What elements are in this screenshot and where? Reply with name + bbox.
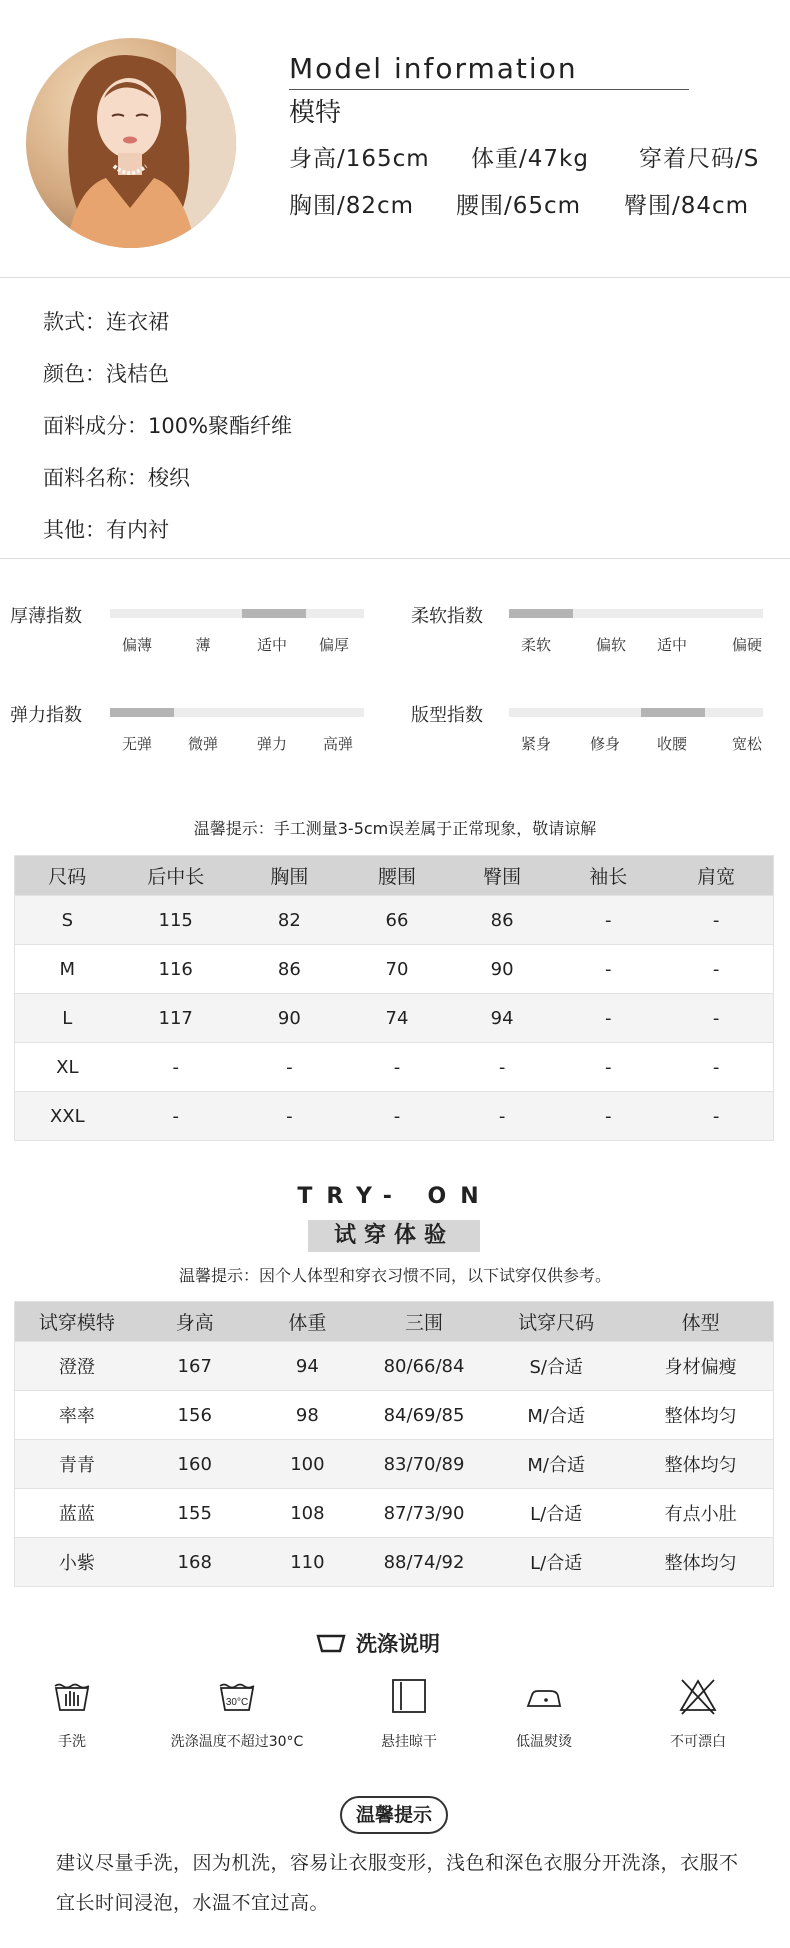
wash-30-symbol: 30°C (225, 1697, 249, 1708)
index-label: 适中 (656, 636, 688, 654)
attr-color: 颜色：浅桔色 (43, 362, 169, 386)
table-header-cell: 试穿模特 (15, 1302, 139, 1342)
table-cell: 身材偏瘦 (628, 1342, 773, 1391)
table-cell: 有点小肚 (628, 1489, 773, 1538)
index-label: 高弹 (322, 735, 354, 753)
table-cell: 100 (251, 1440, 364, 1489)
table-cell: S/合适 (484, 1342, 628, 1391)
size-table-tip: 温馨提示：手工测量3-5cm误差属于正常现象，敬请谅解 (193, 819, 597, 838)
index-level-marker (509, 609, 573, 618)
table-cell: XL (15, 1043, 120, 1092)
table-cell: XXL (15, 1092, 120, 1141)
section-divider (0, 277, 790, 278)
table-row (15, 896, 774, 945)
model-section (0, 0, 790, 276)
table-header-row (15, 1302, 774, 1342)
table-header-cell: 肩宽 (659, 856, 773, 896)
table-row (15, 945, 774, 994)
tryon-title-cn: 试穿体验 (308, 1220, 480, 1252)
table-cell: - (232, 1092, 347, 1141)
table-cell: 117 (120, 994, 232, 1043)
table-cell: 66 (347, 896, 447, 945)
model-subtitle: 模特 (289, 98, 342, 128)
index-track (110, 609, 364, 618)
attr-style: 款式：连衣裙 (43, 310, 169, 334)
index-label: 修身 (589, 735, 621, 753)
index-label: 紧身 (520, 735, 552, 753)
notice-text: 建议尽量手洗，因为机洗，容易让衣服变形，浅色和深色衣服分开洗涤，衣服不宜长时间浸泡，水温不宜过高。 (56, 1852, 739, 1914)
index-label: 偏软 (595, 636, 627, 654)
no-bleach-icon (678, 1676, 718, 1716)
index-title: 柔软指数 (411, 606, 483, 627)
table-cell: 86 (232, 945, 347, 994)
table-cell: 整体均匀 (628, 1538, 773, 1587)
attr-material: 面料成分：100%聚酯纤维 (43, 414, 293, 438)
table-cell: 160 (139, 1440, 251, 1489)
table-cell: L/合适 (484, 1489, 628, 1538)
wash-30-icon (217, 1676, 257, 1716)
table-cell: M (15, 945, 120, 994)
table-cell: 88/74/92 (364, 1538, 484, 1587)
table-cell: - (557, 1043, 659, 1092)
model-title-underline (289, 89, 689, 90)
index-level-marker (242, 609, 306, 618)
table-row (15, 1092, 774, 1141)
model-photo-illustration (26, 38, 236, 248)
table-cell: 蓝蓝 (15, 1489, 139, 1538)
table-header-cell: 体重 (251, 1302, 364, 1342)
index-label: 宽松 (731, 735, 763, 753)
model-hip: 臀围/84cm (624, 193, 750, 219)
table-cell: 86 (447, 896, 557, 945)
table-cell: 94 (251, 1342, 364, 1391)
table-cell: 94 (447, 994, 557, 1043)
attr-other: 其他：有内衬 (43, 518, 169, 542)
table-cell: S (15, 896, 120, 945)
table-cell: - (347, 1043, 447, 1092)
table-cell: 80/66/84 (364, 1342, 484, 1391)
index-label: 薄 (195, 636, 211, 654)
size-table (14, 855, 774, 1141)
table-header-cell: 尺码 (15, 856, 120, 896)
table-cell: 168 (139, 1538, 251, 1587)
table-row (15, 1440, 774, 1489)
table-header-cell: 腰围 (347, 856, 447, 896)
table-header-cell: 臀围 (447, 856, 557, 896)
index-label: 弹力 (256, 735, 288, 753)
table-header-cell: 体型 (628, 1302, 773, 1342)
index-title: 版型指数 (411, 705, 483, 726)
table-header-cell: 袖长 (557, 856, 659, 896)
wash-30-label: 洗涤温度不超过30°C (170, 1734, 304, 1750)
index-level-marker (110, 708, 174, 717)
table-cell: 青青 (15, 1440, 139, 1489)
table-cell: M/合适 (484, 1440, 628, 1489)
model-height: 身高/165cm (289, 146, 430, 172)
table-row (15, 994, 774, 1043)
table-header-cell: 胸围 (232, 856, 347, 896)
table-row (15, 1489, 774, 1538)
table-header-cell: 身高 (139, 1302, 251, 1342)
hand-wash-icon (52, 1676, 92, 1716)
table-cell: 70 (347, 945, 447, 994)
index-label: 无弹 (121, 735, 153, 753)
model-info-title: Model information (289, 52, 578, 85)
notice-title: 温馨提示 (340, 1796, 448, 1834)
table-cell: 整体均匀 (628, 1391, 773, 1440)
table-cell: 155 (139, 1489, 251, 1538)
tryon-table (14, 1301, 774, 1587)
table-cell: - (232, 1043, 347, 1092)
hang-dry-label: 悬挂晾干 (381, 1734, 437, 1750)
index-label: 适中 (256, 636, 288, 654)
index-level-marker (641, 708, 705, 717)
table-cell: 98 (251, 1391, 364, 1440)
table-cell: - (557, 994, 659, 1043)
table-cell: - (347, 1092, 447, 1141)
table-cell: L (15, 994, 120, 1043)
table-cell: - (659, 1043, 773, 1092)
index-track (110, 708, 364, 717)
table-cell: M/合适 (484, 1391, 628, 1440)
table-cell: - (557, 896, 659, 945)
table-cell: 167 (139, 1342, 251, 1391)
index-label: 柔软 (520, 636, 552, 654)
index-label: 微弹 (187, 735, 219, 753)
table-row (15, 1043, 774, 1092)
table-cell: - (557, 945, 659, 994)
table-cell: 澄澄 (15, 1342, 139, 1391)
attr-fabric: 面料名称：梭织 (43, 466, 190, 490)
table-cell: - (447, 1092, 557, 1141)
table-row (15, 1391, 774, 1440)
tryon-tip: 温馨提示：因个人体型和穿衣习惯不同，以下试穿仅供参考。 (178, 1266, 611, 1285)
no-bleach-label: 不可漂白 (670, 1734, 726, 1750)
table-cell: 83/70/89 (364, 1440, 484, 1489)
table-cell: 84/69/85 (364, 1391, 484, 1440)
index-track (509, 708, 763, 717)
table-cell: - (447, 1043, 557, 1092)
table-cell: L/合适 (484, 1538, 628, 1587)
table-cell: - (557, 1092, 659, 1141)
table-cell: 90 (232, 994, 347, 1043)
table-cell: 小紫 (15, 1538, 139, 1587)
index-title: 厚薄指数 (10, 606, 82, 627)
table-cell: - (659, 896, 773, 945)
index-title: 弹力指数 (10, 705, 82, 726)
table-header-row (15, 856, 774, 896)
hang-dry-icon (389, 1676, 429, 1716)
model-bust: 胸围/82cm (289, 193, 415, 219)
table-row (15, 1538, 774, 1587)
index-label: 偏硬 (731, 636, 763, 654)
model-avatar (26, 38, 236, 248)
table-cell: - (120, 1092, 232, 1141)
table-header-cell: 试穿尺码 (484, 1302, 628, 1342)
table-cell: 90 (447, 945, 557, 994)
table-row (15, 1342, 774, 1391)
table-cell: 108 (251, 1489, 364, 1538)
table-cell: 156 (139, 1391, 251, 1440)
table-header-cell: 后中长 (120, 856, 232, 896)
model-size: 穿着尺码/S (639, 146, 760, 172)
model-waist: 腰围/65cm (456, 193, 582, 219)
model-weight: 体重/47kg (471, 146, 589, 172)
section-divider (0, 558, 790, 559)
washing-title: 洗涤说明 (356, 1632, 440, 1656)
index-label: 收腰 (656, 735, 688, 753)
low-iron-icon (524, 1676, 564, 1716)
table-cell: - (120, 1043, 232, 1092)
table-cell: - (659, 1092, 773, 1141)
index-label: 偏薄 (121, 636, 153, 654)
table-cell: 115 (120, 896, 232, 945)
table-cell: 整体均匀 (628, 1440, 773, 1489)
table-cell: 74 (347, 994, 447, 1043)
table-cell: - (659, 945, 773, 994)
index-label: 偏厚 (318, 636, 350, 654)
table-cell: 116 (120, 945, 232, 994)
table-cell: 82 (232, 896, 347, 945)
low-iron-label: 低温熨烫 (516, 1734, 572, 1750)
table-cell: - (659, 994, 773, 1043)
table-header-cell: 三围 (364, 1302, 484, 1342)
tryon-title-en: TRY- ON (297, 1184, 493, 1209)
table-cell: 率率 (15, 1391, 139, 1440)
hand-wash-label: 手洗 (58, 1734, 86, 1750)
wash-basin-icon (316, 1632, 346, 1654)
table-cell: 87/73/90 (364, 1489, 484, 1538)
table-cell: 110 (251, 1538, 364, 1587)
index-track (509, 609, 763, 618)
